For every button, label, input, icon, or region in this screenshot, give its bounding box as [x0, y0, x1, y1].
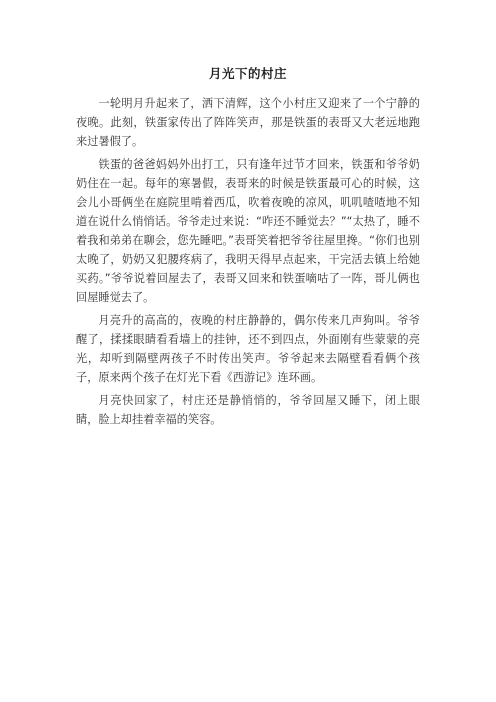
paragraph-3: 月亮升的高高的，夜晚的村庄静静的，偶尔传来几声狗叫。爷爷醒了，揉揉眼睛看看墙上的挂钟，还不到四点，外面刚有些蒙蒙的亮光，却听到隔壁两孩子不时传出笑声。爷爷起来去隔壁看看俩个孩子，原来两个孩子在灯光下看《西游记》连环画。 — [76, 314, 420, 384]
document-title: 月光下的村庄 — [208, 66, 287, 81]
paragraph-4: 月亮快回家了，村庄还是静悄悄的，爷爷回屋又睡下，闭上眼睛，脸上却挂着幸福的笑容。 — [76, 394, 420, 426]
paragraph-1: 一轮明月升起来了，洒下清辉，这个小村庄又迎来了一个宁静的夜晚。此刻，铁蛋家传出了阵阵笑声，那是铁蛋的表哥又大老远地跑来过暑假了。 — [76, 97, 420, 148]
paragraph-2: 铁蛋的爸爸妈妈外出打工，只有逢年过节才回来，铁蛋和爷爷奶奶住在一起。每年的寒暑假，表哥来的时候是铁蛋最可心的时候，这会儿小哥俩坐在庭院里啃着西瓜，吹着夜晚的凉风，叽叽喳喳地不知道在说什么悄悄话。爷爷走过来说：“咋还不睡觉去？”“太热了，睡不着我和弟弟在聊会，您先睡吧。”表哥笑着把爷爷往屋里搀。“你们也别太晚了，奶奶又犯腰疼病了，我明天得早点起来，干完活去镇上给她买药。”爷爷说着回屋去了，表哥又回来和铁蛋嘀咕了一阵，哥儿俩也回屋睡觉去了。 — [76, 158, 420, 304]
